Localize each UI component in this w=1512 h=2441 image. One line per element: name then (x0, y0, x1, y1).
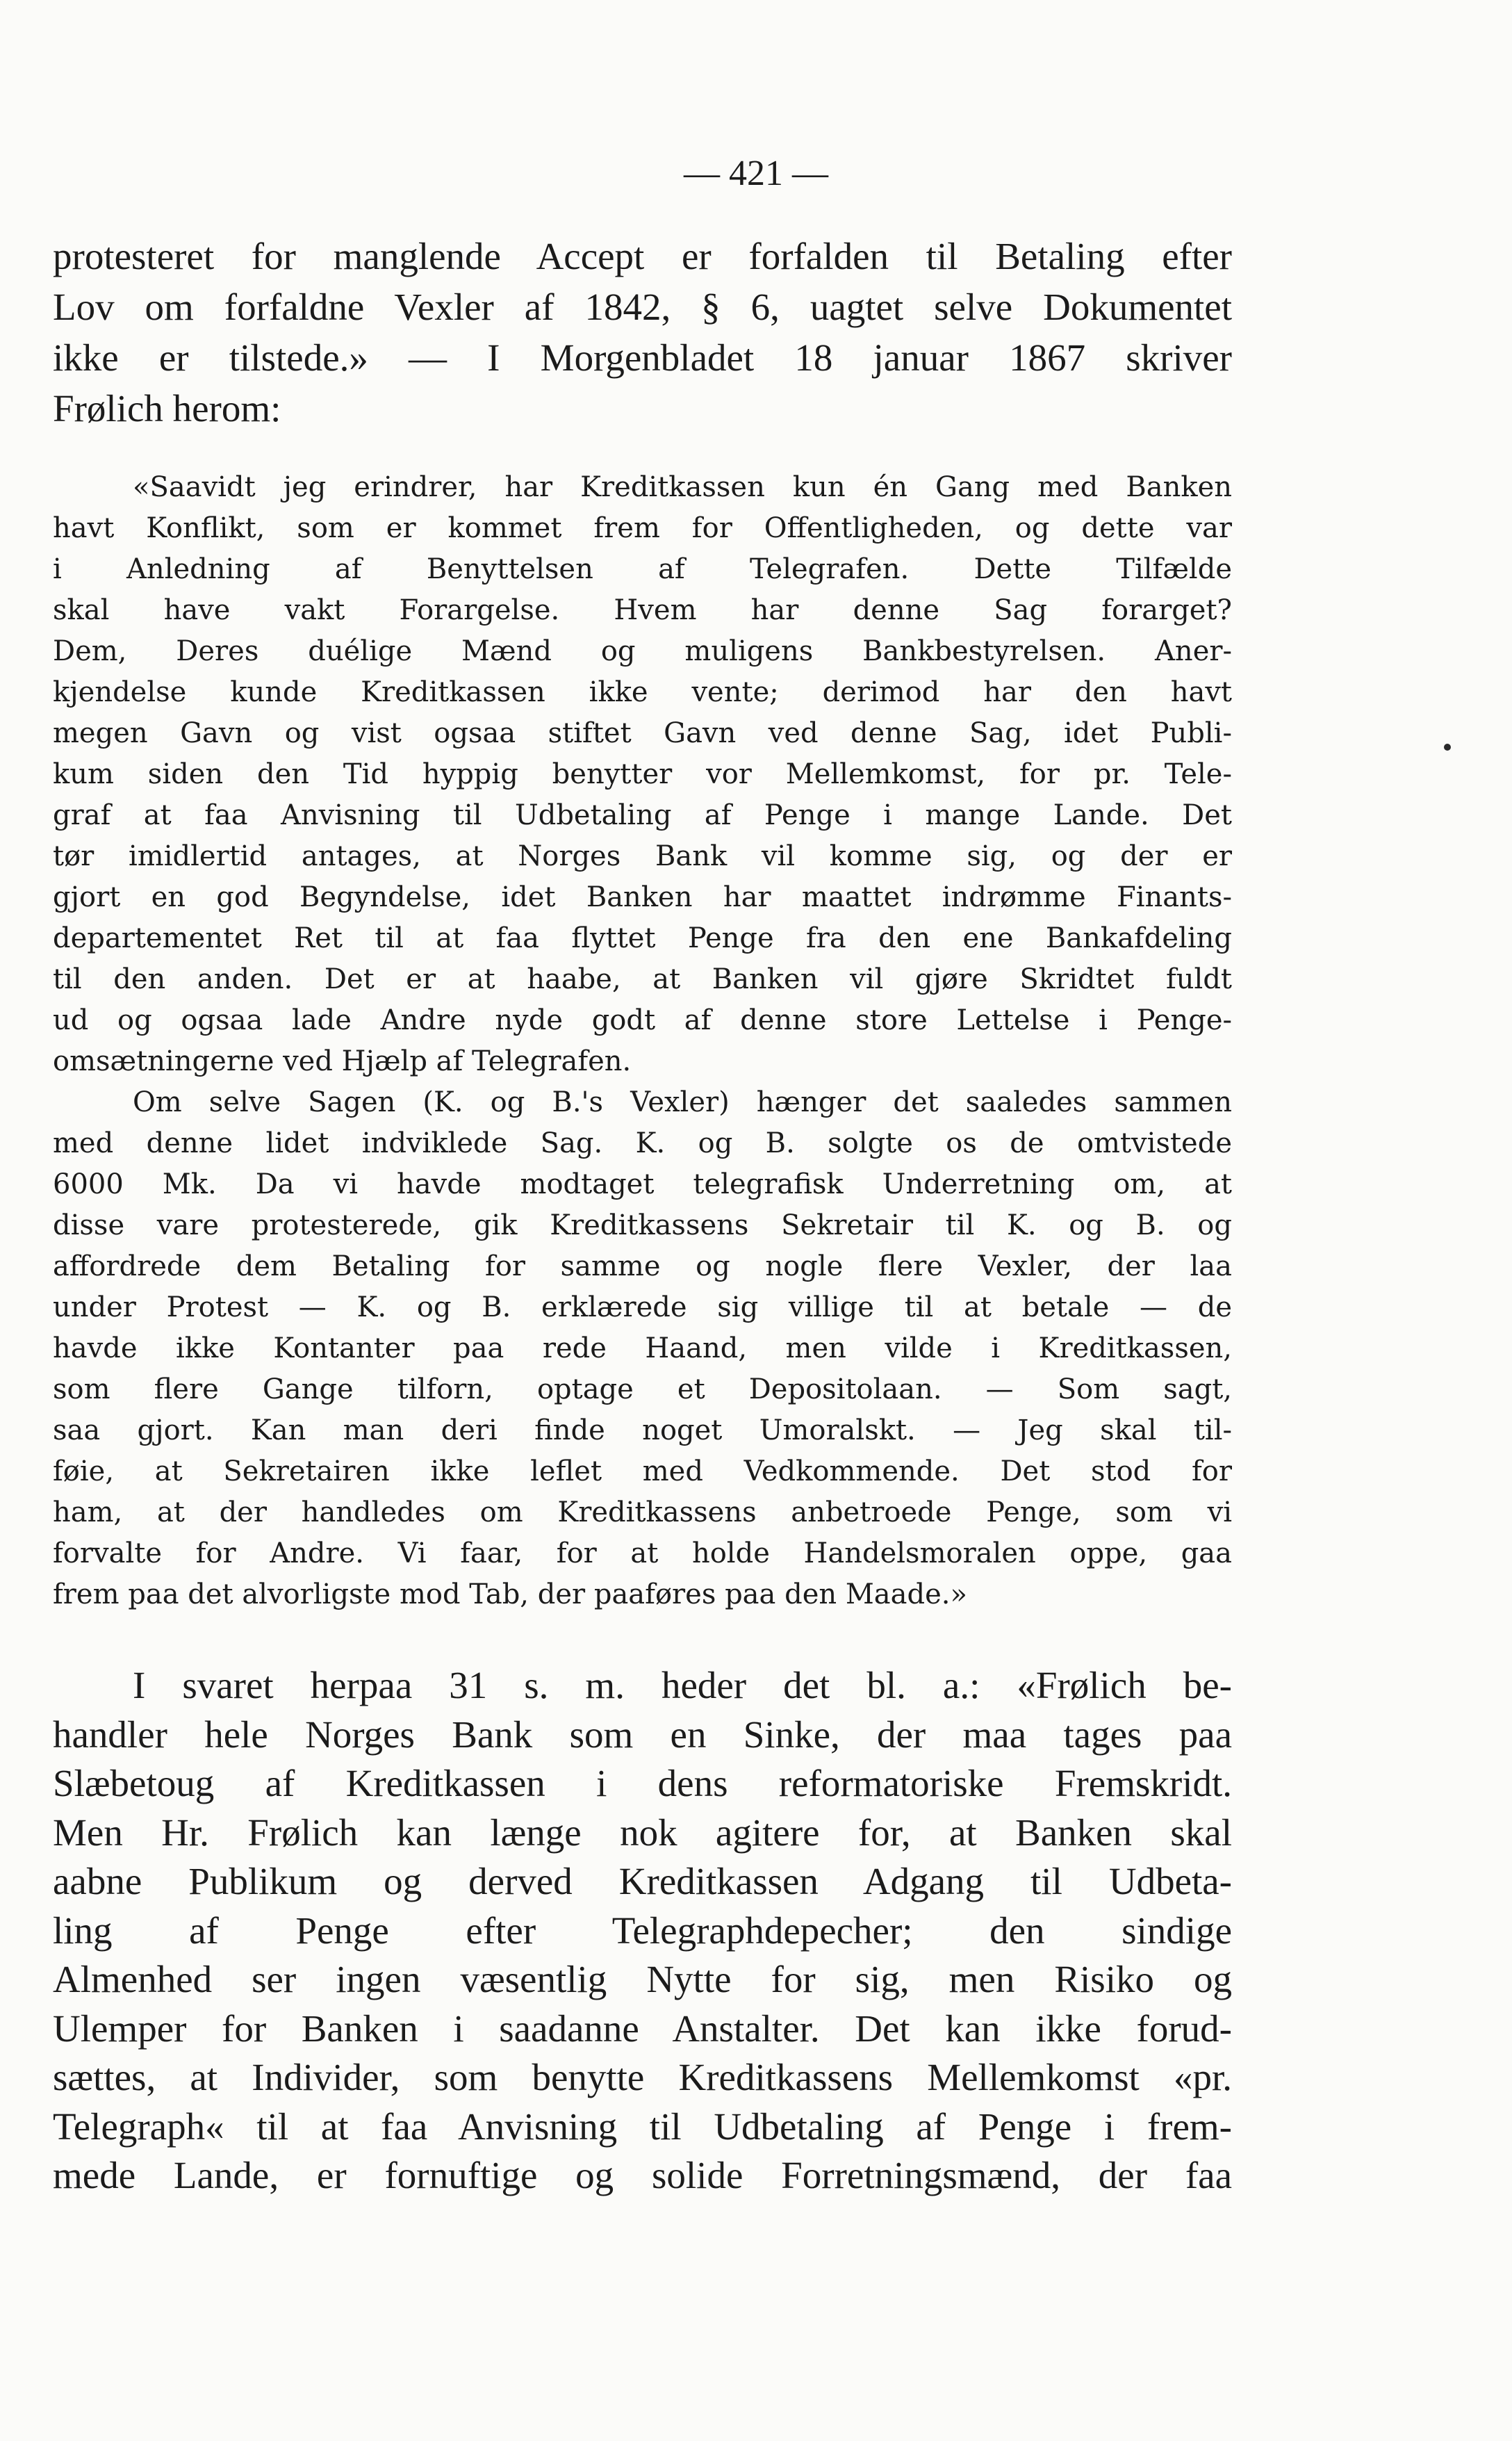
text-line: graf at faa Anvisning til Udbetaling af Penge i mange Lande. Det (53, 799, 1232, 831)
text-line: saa gjort. Kan man deri finde noget Umoralskt. — Jeg skal til- (53, 1414, 1232, 1446)
quoted-passage (53, 467, 1232, 1615)
text-line: protesteret for manglende Accept er forfalden til Betaling efter (53, 235, 1232, 277)
text-line: «Saavidt jeg erindrer, har Kreditkassen kun én Gang med Banken (133, 471, 1232, 503)
text-line: Almenhed ser ingen væsentlig Nytte for sig, men Risiko og (53, 1958, 1232, 2000)
text-line: Lov om forfaldne Vexler af 1842, § 6, uagtet selve Dokumentet (53, 286, 1232, 328)
text-line: som flere Gange tilforn, optage et Depositolaan. — Som sagt, (53, 1373, 1232, 1405)
text-line: megen Gavn og vist ogsaa stiftet Gavn ved denne Sag, idet Publi- (53, 717, 1232, 749)
text-line: sættes, at Individer, som benytte Kreditkassens Mellemkomst «pr. (53, 2056, 1232, 2098)
text-line: handler hele Norges Bank som en Sinke, der maa tages paa (53, 1713, 1232, 1756)
paragraph-1 (53, 231, 1232, 434)
text-line: Men Hr. Frølich kan længe nok agitere for, at Banken skal (53, 1811, 1232, 1854)
page-number: — 421 — (684, 154, 828, 193)
text-line: havde ikke Kontanter paa rede Haand, men vilde i Kreditkassen, (53, 1332, 1232, 1364)
text-line: departementet Ret til at faa flyttet Penge fra den ene Bankafdeling (53, 922, 1232, 954)
text-line: skal have vakt Forargelse. Hvem har denne Sag forarget? (53, 594, 1232, 626)
text-line: forvalte for Andre. Vi faar, for at holde Handelsmoralen oppe, gaa (53, 1537, 1232, 1569)
text-line: i Anledning af Benyttelsen af Telegrafen. Dette Tilfælde (53, 553, 1232, 585)
text-line: kjendelse kunde Kreditkassen ikke vente; derimod har den havt (53, 676, 1232, 708)
text-line: under Protest — K. og B. erklærede sig villige til at betale — de (53, 1291, 1232, 1323)
text-line: gjort en god Begyndelse, idet Banken har maattet indrømme Finants- (53, 881, 1232, 913)
text-line: ham, at der handledes om Kreditkassens anbetroede Penge, som vi (53, 1496, 1232, 1528)
text-line: med denne lidet indviklede Sag. K. og B. solgte os de omtvistede (53, 1127, 1232, 1159)
text-line: føie, at Sekretairen ikke leflet med Vedkommende. Det stod for (53, 1455, 1232, 1487)
text-line: ikke er tilstede.» — I Morgenbladet 18 januar 1867 skriver (53, 336, 1232, 379)
text-line: tør imidlertid antages, at Norges Bank vil komme sig, og der er (53, 840, 1232, 872)
text-line: aabne Publikum og derved Kreditkassen Adgang til Udbeta- (53, 1860, 1232, 1902)
text-line: frem paa det alvorligste mod Tab, der paaføres paa den Maade.» (53, 1578, 967, 1610)
text-line: omsætningerne ved Hjælp af Telegrafen. (53, 1045, 632, 1077)
text-line: affordrede dem Betaling for samme og nogle flere Vexler, der laa (53, 1250, 1232, 1282)
ink-dot-mark (1444, 744, 1451, 751)
text-line: Frølich herom: (53, 387, 281, 430)
text-line: 6000 Mk. Da vi havde modtaget telegrafisk Underretning om, at (53, 1168, 1232, 1200)
text-line: kum siden den Tid hyppig benytter vor Mellemkomst, for pr. Tele- (53, 758, 1232, 790)
text-line: Om selve Sagen (K. og B.'s Vexler) hænger det saaledes sammen (133, 1086, 1232, 1118)
text-line: mede Lande, er fornuftige og solide Forretningsmænd, der faa (53, 2154, 1232, 2196)
paragraph-3 (53, 1661, 1232, 2201)
text-line: Dem, Deres duélige Mænd og muligens Bankbestyrelsen. Aner- (53, 635, 1232, 667)
text-line: havt Konflikt, som er kommet frem for Offentligheden, og dette var (53, 512, 1232, 544)
text-line: ud og ogsaa lade Andre nyde godt af denne store Lettelse i Penge- (53, 1004, 1232, 1036)
text-line: disse vare protesterede, gik Kreditkassens Sekretair til K. og B. og (53, 1209, 1232, 1241)
text-line: til den anden. Det er at haabe, at Banken vil gjøre Skridtet fuldt (53, 963, 1232, 995)
text-line: Ulemper for Banken i saadanne Anstalter. Det kan ikke forud- (53, 2007, 1232, 2050)
text-line: Telegraph« til at faa Anvisning til Udbetaling af Penge i frem- (53, 2105, 1232, 2148)
text-line: ling af Penge efter Telegraphdepecher; den sindige (53, 1909, 1232, 1952)
text-line: I svaret herpaa 31 s. m. heder det bl. a.: «Frølich be- (133, 1664, 1232, 1706)
text-line: Slæbetoug af Kreditkassen i dens reformatoriske Fremskridt. (53, 1762, 1232, 1804)
